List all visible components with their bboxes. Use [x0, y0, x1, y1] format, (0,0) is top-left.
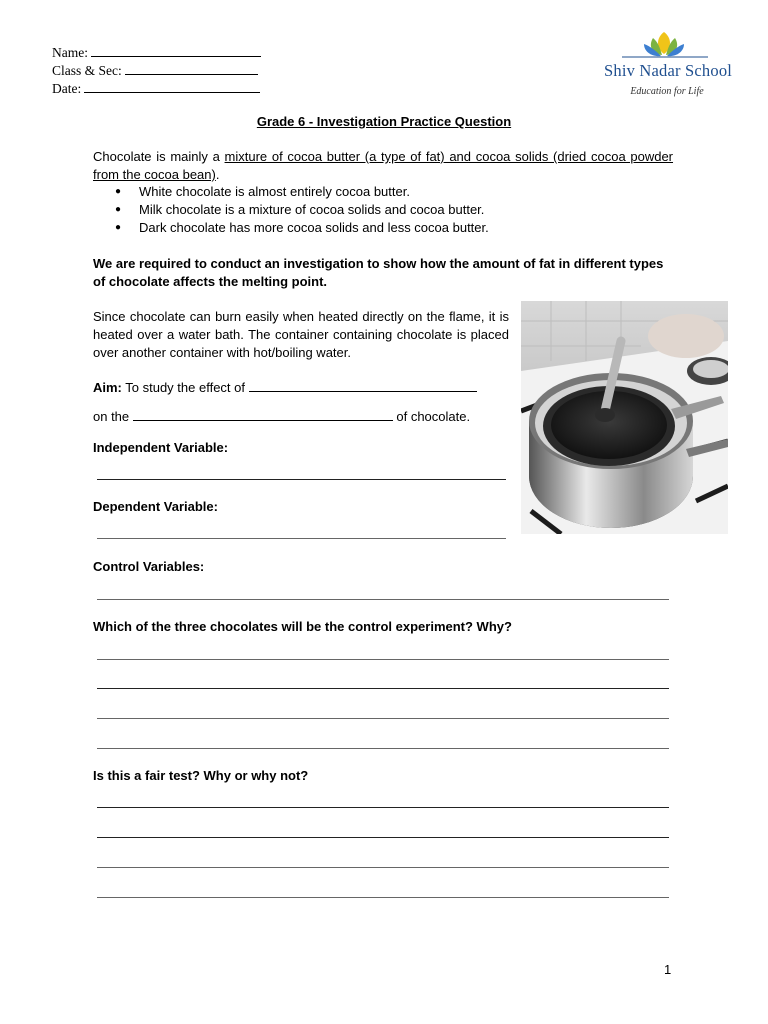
school-name: Shiv Nadar School — [604, 61, 733, 80]
aim-blank-1[interactable] — [249, 379, 477, 392]
aim-label: Aim: — [93, 380, 122, 395]
chocolate-types-list — [115, 183, 489, 237]
aim-text-2: of chocolate. — [392, 409, 471, 424]
intro-paragraph — [93, 148, 673, 184]
water-bath-paragraph: Since chocolate can burn easily when heated directly on the flame, it is heated over a water bath. The container containing chocolate is placed over another container with hot/boiling water. — [93, 309, 509, 360]
dependent-variable-label: Dependent Variable: — [93, 499, 218, 514]
list-item-dark: ● Dark chocolate has more cocoa solids and less cocoa butter. — [115, 219, 489, 237]
fair-test-answer-line[interactable] — [97, 867, 669, 868]
intro-lead: Chocolate is mainly a — [93, 149, 225, 164]
list-item-white: ● White chocolate is almost entirely cocoa butter. — [115, 183, 489, 201]
intro-end: . — [215, 167, 220, 182]
list-item-milk: ● Milk chocolate is a mixture of cocoa solids and cocoa butter. — [115, 201, 489, 219]
control-experiment-answer-line[interactable] — [97, 718, 669, 719]
school-tagline: Education for Life — [630, 86, 704, 97]
water-bath-photo — [521, 301, 728, 534]
fair-test-answer-line[interactable] — [97, 837, 669, 838]
name-blank[interactable] — [91, 44, 261, 57]
independent-variable-answer-line[interactable] — [97, 479, 506, 480]
fair-test-answer-line[interactable] — [97, 897, 669, 898]
date-label: Date: — [52, 81, 82, 96]
aim-on-text: on the — [93, 409, 133, 424]
dependent-variable-answer-line[interactable] — [97, 538, 506, 539]
date-blank[interactable] — [84, 80, 260, 93]
fair-test-answer-line[interactable] — [97, 807, 669, 808]
aim-line — [93, 379, 477, 397]
independent-variable-label: Independent Variable: — [93, 440, 229, 455]
name-label: Name: — [52, 45, 88, 60]
page-number: 1 — [664, 962, 672, 977]
class-field[interactable] — [52, 62, 258, 79]
date-field[interactable] — [52, 80, 260, 97]
control-experiment-answer-line[interactable] — [97, 748, 669, 749]
name-field[interactable] — [52, 44, 261, 61]
aim-blank-2[interactable] — [133, 408, 393, 421]
control-experiment-question: Which of the three chocolates will be the control experiment? Why? — [93, 619, 512, 634]
aim-text-1: To study the effect of — [121, 380, 249, 395]
fair-test-question: Is this a fair test? Why or why not? — [93, 768, 309, 783]
control-variables-label: Control Variables: — [93, 559, 205, 574]
control-variables-answer-line[interactable] — [97, 599, 669, 600]
class-label: Class & Sec: — [52, 63, 122, 78]
control-experiment-answer-line[interactable] — [97, 659, 669, 660]
page-title: Grade 6 - Investigation Practice Question — [256, 114, 512, 129]
aim-line-2 — [93, 408, 470, 426]
intro-underlined: mixture of cocoa butter (a type of fat) and cocoa solids (dried cocoa powder from the cocoa bean) — [93, 149, 674, 182]
control-experiment-answer-line[interactable] — [97, 688, 669, 689]
class-blank[interactable] — [125, 62, 258, 75]
investigation-statement: We are required to conduct an investigation to show how the amount of fat in different types of chocolate affects the melting point. — [93, 256, 664, 289]
